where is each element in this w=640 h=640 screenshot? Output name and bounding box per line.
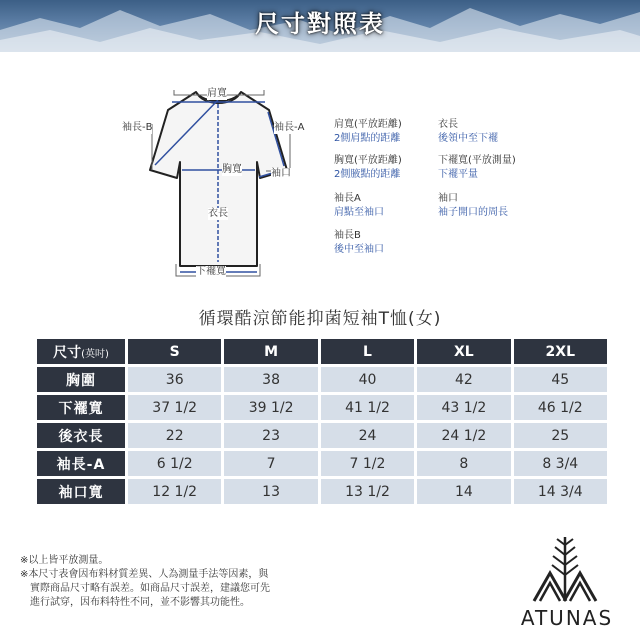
size-column-header — [37, 339, 125, 364]
size-header-cell: S — [128, 339, 221, 364]
table-row — [37, 479, 607, 504]
legend-title: 胸寬(平放距離) — [334, 155, 402, 166]
table-cell: 23 — [224, 423, 317, 448]
table-header-row — [37, 339, 607, 364]
legend-shoulder — [334, 118, 402, 146]
table-cell: 37 1/2 — [128, 395, 221, 420]
table-cell: 6 1/2 — [128, 451, 221, 476]
legend-sleeve-a — [334, 192, 384, 220]
size-header-cell: 2XL — [514, 339, 607, 364]
table-cell: 24 — [321, 423, 414, 448]
table-row — [37, 451, 607, 476]
body-length-label: 衣長 — [208, 208, 228, 219]
legend-title: 下襬寬(平放測量) — [438, 155, 516, 166]
sleeve-a-label: 袖長-A — [274, 122, 305, 133]
shoulder-label: 肩寬 — [207, 88, 227, 99]
legend-title: 袖長A — [334, 193, 361, 204]
legend-title: 肩寬(平放距離) — [334, 119, 402, 130]
size-header-cell: M — [224, 339, 317, 364]
legend-desc: 下襬平量 — [438, 169, 478, 180]
size-header-cell: XL — [417, 339, 510, 364]
table-cell: 14 3/4 — [514, 479, 607, 504]
table-cell: 22 — [128, 423, 221, 448]
legend-desc: 後領中至下襬 — [438, 133, 498, 144]
measurement-diagram — [0, 52, 640, 292]
table-cell: 38 — [224, 367, 317, 392]
page-title: 尺寸對照表 — [255, 10, 385, 38]
footnotes — [20, 554, 320, 610]
table-cell: 24 1/2 — [417, 423, 510, 448]
table-cell: 36 — [128, 367, 221, 392]
legend-cuff — [438, 192, 508, 220]
size-header-label: 尺寸 — [53, 344, 82, 361]
tshirt-illustration — [0, 52, 640, 292]
legend-sleeve-b — [334, 229, 384, 257]
table-cell: 42 — [417, 367, 510, 392]
table-cell: 41 1/2 — [321, 395, 414, 420]
table-cell: 45 — [514, 367, 607, 392]
table-cell: 12 1/2 — [128, 479, 221, 504]
sleeve-b-label: 袖長-B — [122, 122, 153, 133]
legend-desc: 袖子開口的周長 — [438, 207, 508, 218]
legend-desc: 後中至袖口 — [334, 244, 384, 255]
product-title: 循環酷涼節能抑菌短袖T恤(女) — [198, 309, 442, 329]
size-header-cell: L — [321, 339, 414, 364]
row-label: 後衣長 — [37, 423, 125, 448]
table-cell: 7 1/2 — [321, 451, 414, 476]
row-label: 袖口寬 — [37, 479, 125, 504]
legend-hem — [438, 154, 516, 182]
cuff-label: 袖口 — [271, 168, 291, 179]
table-cell: 40 — [321, 367, 414, 392]
table-cell: 13 — [224, 479, 317, 504]
table-cell: 8 — [417, 451, 510, 476]
row-label: 胸圍 — [37, 367, 125, 392]
table-row — [37, 367, 607, 392]
footnote-line: ※以上皆平放測量。 — [20, 555, 109, 566]
table-cell: 43 1/2 — [417, 395, 510, 420]
legend-desc: 2側肩點的距離 — [334, 133, 401, 144]
table-cell: 25 — [514, 423, 607, 448]
row-label: 袖長-A — [37, 451, 125, 476]
table-cell: 7 — [224, 451, 317, 476]
legend-title: 袖口 — [438, 193, 458, 204]
footnote-line: 實際商品尺寸略有誤差。如商品尺寸誤差，建議您可先 — [20, 583, 270, 594]
brand-name: ATUNAS — [520, 606, 614, 630]
table-row — [37, 423, 607, 448]
unit-label: (英吋) — [81, 348, 109, 360]
table-cell: 8 3/4 — [514, 451, 607, 476]
chest-label: 胸寬 — [222, 164, 242, 175]
hem-label: 下襬寬 — [196, 266, 226, 277]
size-table — [34, 336, 610, 507]
table-cell: 14 — [417, 479, 510, 504]
table-cell: 46 1/2 — [514, 395, 607, 420]
footnote-line: 進行試穿，因布料特性不同，並不影響其功能性。 — [20, 597, 250, 608]
legend-desc: 2側腋點的距離 — [334, 169, 401, 180]
row-label: 下襬寬 — [37, 395, 125, 420]
table-row — [37, 395, 607, 420]
header-banner — [0, 0, 640, 52]
footnote-line: ※本尺寸表會因布料材質差異、人為測量手法等因素，與 — [20, 569, 269, 580]
legend-title: 衣長 — [438, 119, 458, 130]
legend-body-length — [438, 118, 498, 146]
table-cell: 13 1/2 — [321, 479, 414, 504]
legend-chest — [334, 154, 402, 182]
legend-desc: 肩點至袖口 — [334, 207, 384, 218]
table-cell: 39 1/2 — [224, 395, 317, 420]
legend-title: 袖長B — [334, 230, 361, 241]
